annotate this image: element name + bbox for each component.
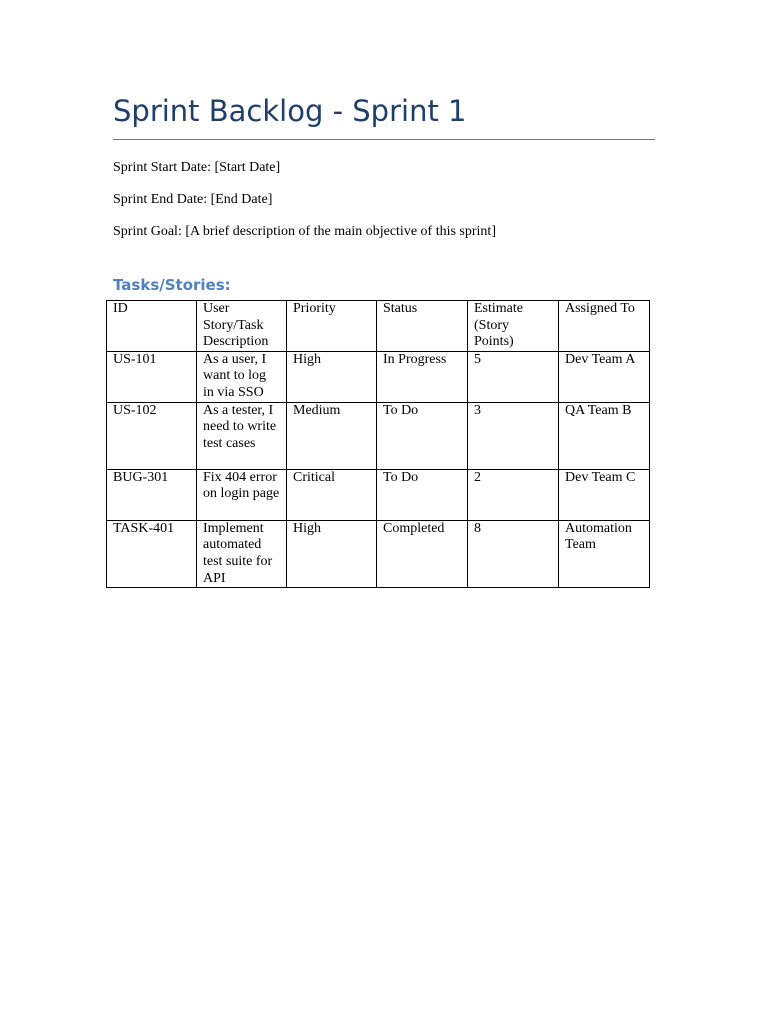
cell-estimate: 2 [468, 469, 559, 520]
cell-id: BUG-301 [107, 469, 197, 520]
table-row [107, 351, 650, 402]
cell-priority: High [287, 520, 377, 587]
cell-id: US-101 [107, 351, 197, 402]
tasks-stories-heading: Tasks/Stories: [113, 276, 231, 294]
cell-id: US-102 [107, 402, 197, 469]
cell-priority: High [287, 351, 377, 402]
cell-assigned-to: QA Team B [559, 402, 650, 469]
cell-description: Fix 404 error on login page [197, 469, 287, 520]
cell-description: As a tester, I need to write test cases [197, 402, 287, 469]
sprint-start-date: Sprint Start Date: [Start Date] [113, 160, 281, 175]
cell-assigned-to: Automation Team [559, 520, 650, 587]
header-id: ID [107, 301, 197, 352]
table-row [107, 469, 650, 520]
cell-estimate: 5 [468, 351, 559, 402]
cell-estimate: 8 [468, 520, 559, 587]
cell-description: As a user, I want to log in via SSO [197, 351, 287, 402]
sprint-end-date: Sprint End Date: [End Date] [113, 192, 273, 207]
title-underline [113, 139, 655, 140]
table-header-row [107, 301, 650, 352]
table-row [107, 402, 650, 469]
header-assigned-to: Assigned To [559, 301, 650, 352]
page-title: Sprint Backlog - Sprint 1 [113, 94, 467, 128]
cell-status: Completed [377, 520, 468, 587]
cell-assigned-to: Dev Team C [559, 469, 650, 520]
cell-status: To Do [377, 402, 468, 469]
header-status: Status [377, 301, 468, 352]
table-row [107, 520, 650, 587]
header-description: User Story/Task Description [197, 301, 287, 352]
cell-description: Implement automated test suite for API [197, 520, 287, 587]
cell-id: TASK-401 [107, 520, 197, 587]
header-priority: Priority [287, 301, 377, 352]
header-estimate: Estimate (Story Points) [468, 301, 559, 352]
backlog-table [106, 300, 650, 588]
cell-status: In Progress [377, 351, 468, 402]
sprint-goal: Sprint Goal: [A brief description of the main objective of this sprint] [113, 224, 496, 239]
cell-priority: Critical [287, 469, 377, 520]
cell-assigned-to: Dev Team A [559, 351, 650, 402]
cell-status: To Do [377, 469, 468, 520]
cell-estimate: 3 [468, 402, 559, 469]
cell-priority: Medium [287, 402, 377, 469]
